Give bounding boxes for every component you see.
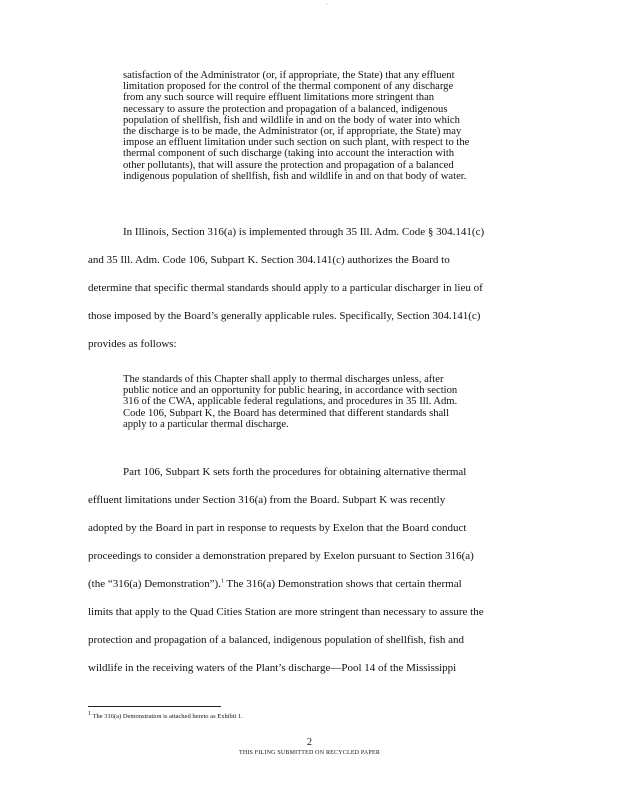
quote-line: public notice and an opportunity for public hearing, in accordance with section (123, 385, 458, 397)
footnote-divider (88, 706, 221, 707)
quote-line: indigenous population of shellfish, fish and wildlife in and on that body of water. (123, 170, 467, 182)
paragraph-line (88, 577, 462, 591)
quote-line: necessary to assure the protection and propagation of a balanced, indigenous (123, 103, 448, 115)
paragraph-line: effluent limitations under Section 316(a) from the Board. Subpart K was recently (88, 494, 446, 506)
quote-line: thermal component of such discharge (taking into account the interaction with (123, 148, 455, 160)
paragraph-line: proceedings to consider a demonstration prepared by Exelon pursuant to Section 316(a) (88, 550, 474, 562)
paragraph-line: protection and propagation of a balanced, indigenous population of shellfish, fish and (88, 634, 465, 646)
paragraph-text: The 316(a) Demonstration shows that certain thermal (223, 578, 462, 590)
paragraph-text: (the “316(a) Demonstration”). (88, 578, 221, 590)
paragraph-line: wildlife in the receiving waters of the Plant’s discharge—Pool 14 of the Mississippi (88, 662, 457, 674)
quote-line: the discharge is to be made, the Administrator (or, if appropriate, the State) may (123, 126, 462, 138)
block-quote-section-316a (123, 70, 505, 182)
top-mark: · (326, 2, 328, 8)
paragraph-line: In Illinois, Section 316(a) is implemented through 35 Ill. Adm. Code § 304.141(c) (123, 226, 485, 238)
quote-line: satisfaction of the Administrator (or, if appropriate, the State) that any effluent (123, 70, 455, 81)
footnote-marker: 1 (88, 710, 91, 717)
paragraph-line: those imposed by the Board’s generally applicable rules. Specifically, Section 304.141(c) (88, 310, 481, 322)
footnote (88, 710, 243, 720)
footnote-text: The 316(a) Demonstration is attached hereto as Exhibit 1. (91, 713, 243, 720)
quote-line: from any such source will require effluent limitations more stringent than (123, 92, 435, 104)
quote-line: impose an effluent limitation under such section on such plant, with respect to the (123, 137, 470, 149)
quote-line: population of shellfish, fish and wildlife in and on the body of water into which (123, 114, 460, 126)
quote-line: The standards of this Chapter shall apply to thermal discharges unless, after (123, 374, 444, 385)
quote-line: 316 of the CWA, applicable federal regulations, and procedures in 35 Ill. Adm. (123, 396, 458, 408)
quote-line: other pollutants), that will assure the protection and propagation of a balanced (123, 159, 454, 171)
paragraph-line: Part 106, Subpart K sets forth the procedures for obtaining alternative thermal (123, 466, 467, 478)
paragraph-line: limits that apply to the Quad Cities Station are more stringent than necessary to assure the (88, 606, 484, 618)
quote-line: limitation proposed for the control of the thermal component of any discharge (123, 81, 454, 93)
footnote-reference[interactable]: 1 (220, 578, 224, 585)
paragraph-line: adopted by the Board in part in response to requests by Exelon that the Board conduct (88, 522, 467, 534)
recycled-paper-notice: THIS FILING SUBMITTED ON RECYCLED PAPER (238, 750, 381, 756)
paragraph-line: provides as follows: (88, 338, 177, 350)
quote-line: apply to a particular thermal discharge. (123, 418, 289, 430)
paragraph-line: determine that specific thermal standards should apply to a particular discharger in lieu of (88, 282, 483, 294)
quote-line: Code 106, Subpart K, the Board has determined that different standards shall (123, 407, 450, 419)
paragraph-line: and 35 Ill. Adm. Code 106, Subpart K. Section 304.141(c) authorizes the Board to (88, 254, 450, 266)
page-number: 2 (307, 737, 312, 748)
block-quote-section-304-141c (123, 374, 505, 430)
